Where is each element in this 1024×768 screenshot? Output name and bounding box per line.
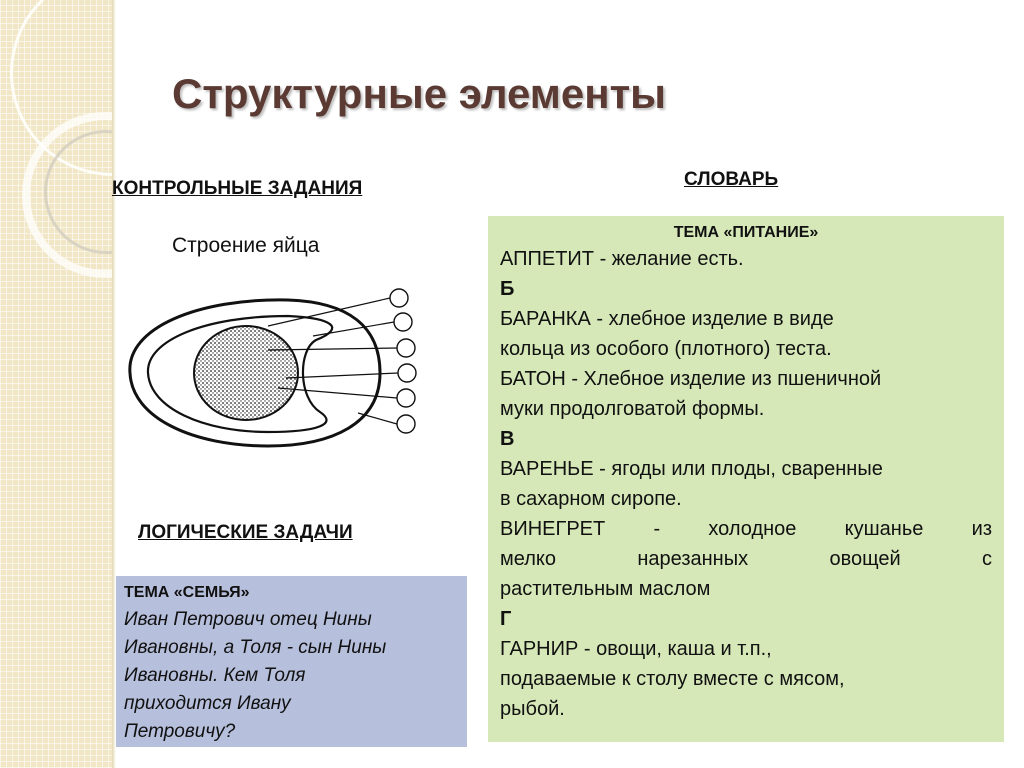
entry-baranka-line: кольца из особого (плотного) теста.	[500, 338, 832, 360]
letter-heading-g: Г	[500, 608, 512, 630]
decorative-side-strip	[0, 0, 112, 768]
entry-garnir-line: ГАРНИР - овощи, каша и т.п.,	[500, 638, 772, 660]
family-task-line: Иван Петрович отец Нины	[124, 609, 372, 630]
label-circle	[398, 364, 416, 382]
family-task-line: Ивановны, а Толя - сын Нины	[124, 637, 387, 658]
family-topic-label: ТЕМА «СЕМЬЯ»	[124, 584, 250, 601]
family-task-line: приходится Ивану	[124, 693, 291, 714]
dictionary-box	[488, 216, 1004, 742]
family-task-text	[124, 606, 459, 746]
entry-appetit: АППЕТИТ - желание есть.	[500, 248, 744, 270]
label-pointer-line	[268, 298, 390, 326]
egg-yolk	[194, 326, 298, 420]
egg-figure-caption: Строение яйца	[172, 234, 320, 257]
logic-tasks-heading: ЛОГИЧЕСКИЕ ЗАДАЧИ	[138, 522, 353, 543]
control-tasks-heading: КОНТРОЛЬНЫЕ ЗАДАНИЯ	[112, 178, 363, 199]
entry-baranka-line: БАРАНКА - хлебное изделие в виде	[500, 308, 834, 330]
label-circle	[397, 339, 415, 357]
dictionary-heading: СЛОВАРЬ	[684, 169, 779, 190]
entry-vinegret-line: ВИНЕГРЕТ - холодное кушанье из	[500, 518, 992, 540]
entry-vinegret-line: растительным маслом	[500, 578, 711, 600]
entry-garnir-line: подаваемые к столу вместе с мясом,	[500, 668, 845, 690]
entry-vinegret-line: мелко нарезанных овощей с	[500, 548, 992, 570]
family-task-line: Ивановны. Кем Толя	[124, 665, 306, 686]
entry-varenye-line: в сахарном сиропе.	[500, 488, 682, 510]
label-circle	[397, 389, 415, 407]
label-circle	[394, 313, 412, 331]
family-task-line: Петровичу?	[124, 721, 236, 742]
slide-title: Структурные элементы	[172, 70, 667, 117]
entry-baton-line: муки продолговатой формы.	[500, 398, 765, 420]
letter-heading-b: Б	[500, 278, 515, 300]
label-circle	[397, 415, 415, 433]
egg-structure-diagram	[118, 278, 428, 453]
label-circle	[390, 289, 408, 307]
entry-baton-line: БАТОН - Хлебное изделие из пшеничной	[500, 368, 882, 390]
label-pointer-line	[313, 322, 394, 336]
family-task-box	[116, 576, 467, 747]
entry-varenye-line: ВАРЕНЬЕ - ягоды или плоды, сваренные	[500, 458, 883, 480]
dictionary-topic-label: ТЕМА «ПИТАНИЕ»	[673, 224, 819, 241]
letter-heading-v: В	[500, 428, 515, 450]
label-pointer-line	[358, 413, 397, 424]
entry-garnir-line: рыбой.	[500, 698, 565, 720]
